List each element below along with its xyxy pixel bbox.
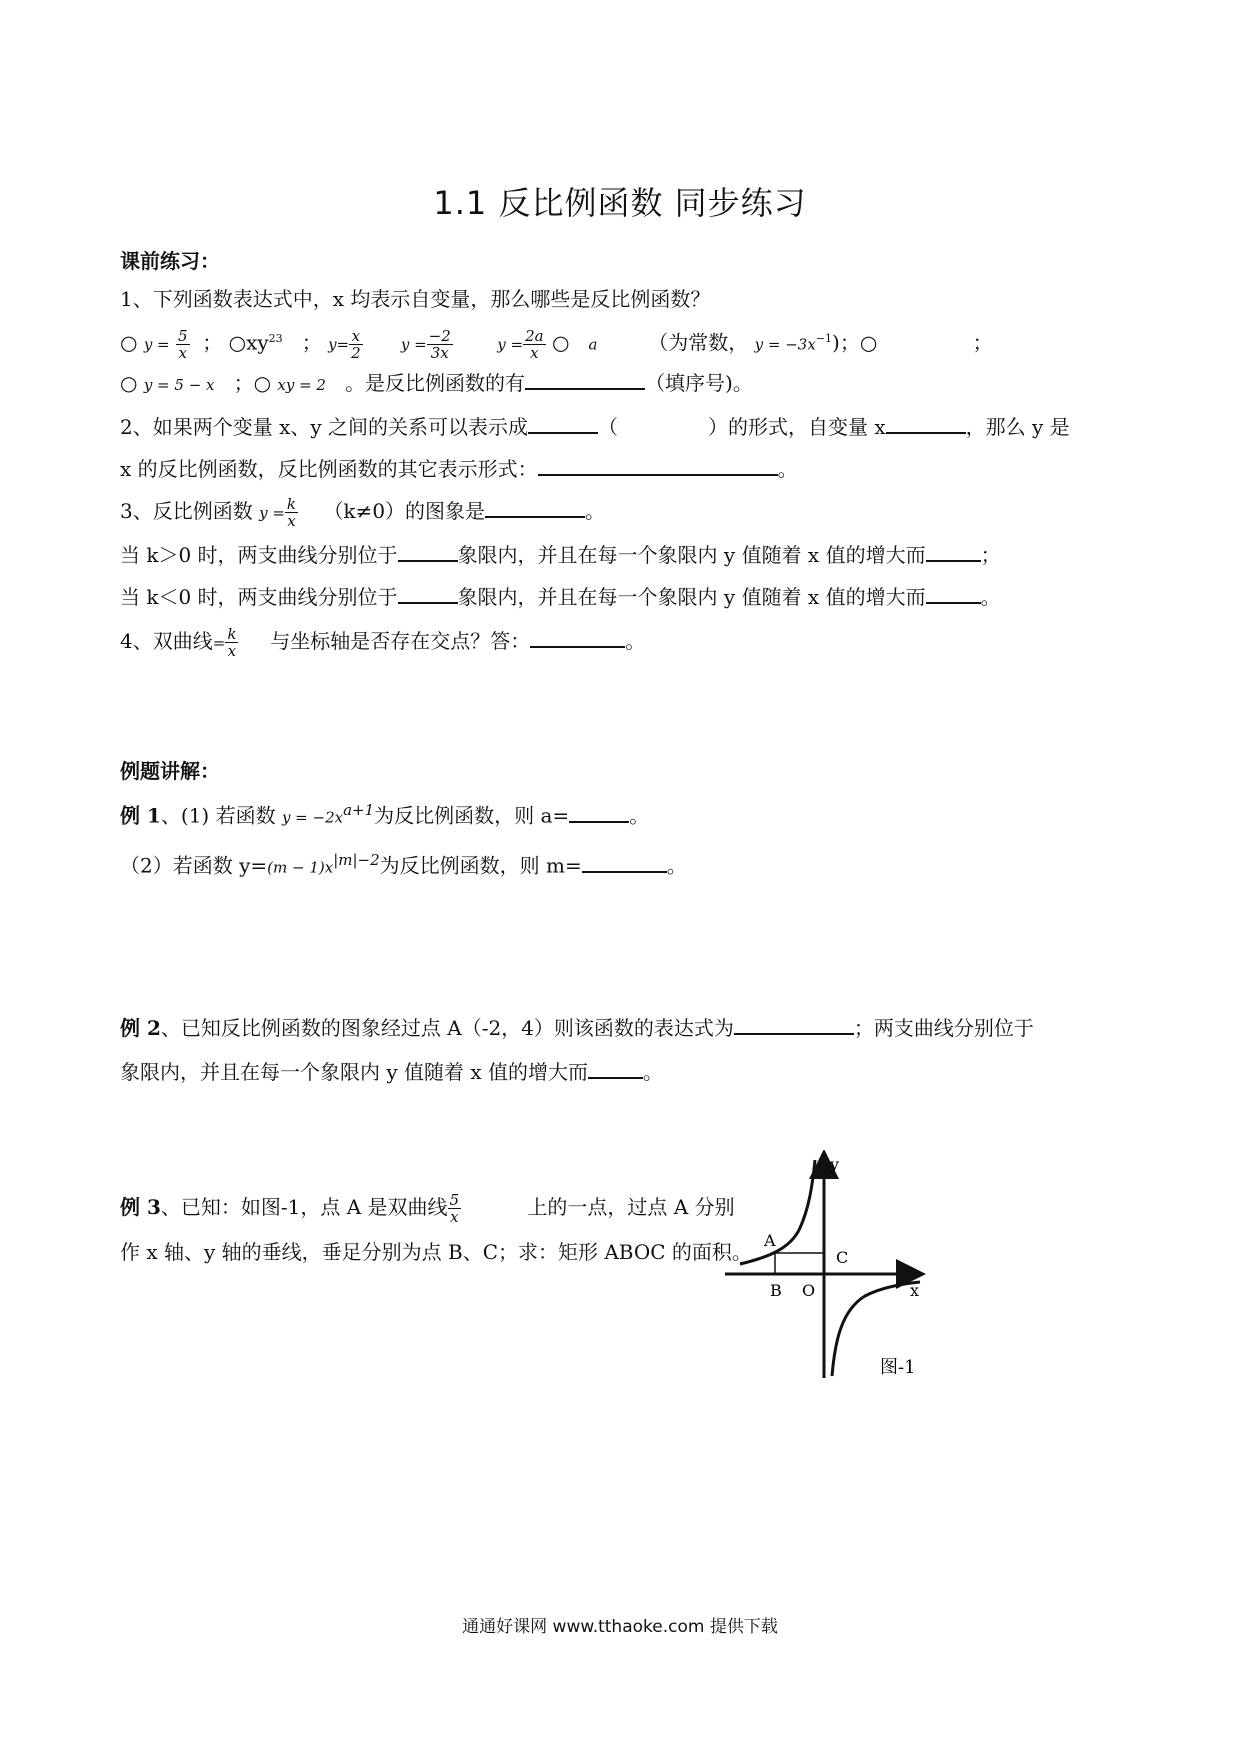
- option-2-formula: xy: [246, 330, 269, 355]
- option-circle: ○: [228, 330, 247, 355]
- hyperbola-branch-left: [740, 1160, 815, 1264]
- question-1-options-row-2: ○ y = 5 − x ；○ xy = 2 。是反比例函数的有 （填序号)。: [120, 368, 753, 399]
- label-o: O: [802, 1281, 816, 1300]
- option-4-fraction: $\frac{-2}{3x}$: [428, 326, 451, 362]
- question-4-blank[interactable]: [530, 626, 625, 648]
- question-3-line-1: 3、反比例函数 y = $\frac{k}{x}$ （k≠0）的图象是 。: [120, 495, 606, 530]
- option-1-fraction: $\frac{5}{x}$: [177, 326, 188, 362]
- question-3-fraction: $\frac{k}{x}$: [286, 495, 296, 530]
- question-3-blank-1[interactable]: [485, 496, 585, 518]
- example-1-part-1: 例 1、(1) 若函数 $y = -2x^{a+1}$为反比例函数，则 a= 。: [120, 801, 650, 828]
- pre-exercise-heading: 课前练习：: [120, 249, 220, 273]
- question-3-blank-2[interactable]: [398, 540, 458, 562]
- page-title: 1.1 反比例函数 同步练习: [433, 184, 807, 222]
- examples-heading: 例题讲解：: [120, 759, 220, 783]
- figure-caption: 图-1: [880, 1357, 916, 1378]
- option-5-fraction: $\frac{2a}{x}$: [525, 326, 544, 362]
- example-3-line-1: 例 3、已知：如图-1，点 A 是双曲线 $\frac{5}{x}$ 上的一点，过点 A 分别: [120, 1191, 735, 1226]
- question-1-text: 1、下列函数表达式中，x 均表示自变量，那么哪些是反比例函数？: [120, 287, 711, 311]
- label-b: B: [770, 1281, 782, 1300]
- example-3-fraction: $\frac{5}{x}$: [449, 1191, 460, 1226]
- example-2-line-2: 象限内，并且在每一个象限内 y 值随着 x 值的增大而 。: [120, 1057, 663, 1086]
- example-2-line-1: 例 2、已知反比例函数的图象经过点 A（-2，4）则该函数的表达式为 ；两支曲线分别位于: [120, 1013, 1034, 1042]
- question-4-line: 4、双曲线= $\frac{k}{x}$ 与坐标轴是否存在交点？答： 。: [120, 625, 646, 660]
- question-3-line-2: 当 k＞0 时，两支曲线分别位于 象限内，并且在每一个象限内 y 值随着 x 值的增大而 ；: [120, 540, 1001, 569]
- question-3-blank-3[interactable]: [926, 540, 981, 562]
- question-1-answer-blank[interactable]: [525, 368, 645, 390]
- question-1-options-row-1: ○ y = $\frac{5}{x}$ ； $○xy^{23}$ ； y= $\frac{x}{2}$ y = $\frac{-2}{3x}$ y = $\frac{2a}{x}$ ○ a （为常数， $y = -3x^{-1}$)；○ ；: [120, 326, 993, 362]
- question-2-line-1: 2、如果两个变量 x、y 之间的关系可以表示成 （ ）的形式，自变量 x ，那么 y 是: [120, 412, 1070, 441]
- option-1-lhs: y =: [143, 335, 170, 354]
- rectangle-aboc: [775, 1253, 824, 1274]
- option-3-fraction: $\frac{x}{2}$: [351, 326, 361, 362]
- figure-1-hyperbola: [720, 1150, 940, 1380]
- example-2-blank-2[interactable]: [588, 1057, 643, 1079]
- question-3-blank-5[interactable]: [926, 582, 981, 604]
- page-footer: 通通好课网 www.tthaoke.com 提供下载: [462, 1617, 778, 1637]
- option-5-param: a: [588, 335, 598, 354]
- label-y: y: [830, 1155, 840, 1174]
- label-x: x: [910, 1281, 920, 1300]
- option-5-note: 为常数，: [668, 330, 749, 355]
- example-1-blank-m[interactable]: [582, 851, 667, 873]
- question-2-line-2: x 的反比例函数，反比例函数的其它表示形式： 。: [120, 454, 798, 483]
- example-2-blank-1[interactable]: [734, 1013, 854, 1035]
- example-1-part-2: （2）若函数 $y=(m - 1)x^{|m|-2}$为反比例函数，则 m= 。: [120, 851, 687, 878]
- option-6-formula: y = −3x: [754, 335, 816, 354]
- label-c: C: [836, 1248, 849, 1267]
- example-1-blank-a[interactable]: [569, 801, 629, 823]
- option-8-formula: xy = 2: [277, 376, 326, 394]
- question-2-blank-2[interactable]: [886, 412, 966, 434]
- question-3-line-3: 当 k＜0 时，两支曲线分别位于 象限内，并且在每一个象限内 y 值随着 x 值的增大而 。: [120, 582, 1001, 611]
- label-a: A: [764, 1231, 776, 1250]
- example-3-line-2: 作 x 轴、y 轴的垂线，垂足分别为点 B、C；求：矩形 ABOC 的面积。: [120, 1240, 752, 1264]
- question-1-answer-prompt: 。是反比例函数的有: [345, 371, 526, 395]
- option-7-formula: y = 5 − x: [143, 376, 215, 394]
- question-4-fraction: $\frac{k}{x}$: [227, 625, 237, 660]
- option-circle: ○: [120, 330, 138, 355]
- question-2-blank-3[interactable]: [538, 454, 778, 476]
- question-2-blank-1[interactable]: [528, 412, 598, 434]
- question-3-blank-4[interactable]: [398, 582, 458, 604]
